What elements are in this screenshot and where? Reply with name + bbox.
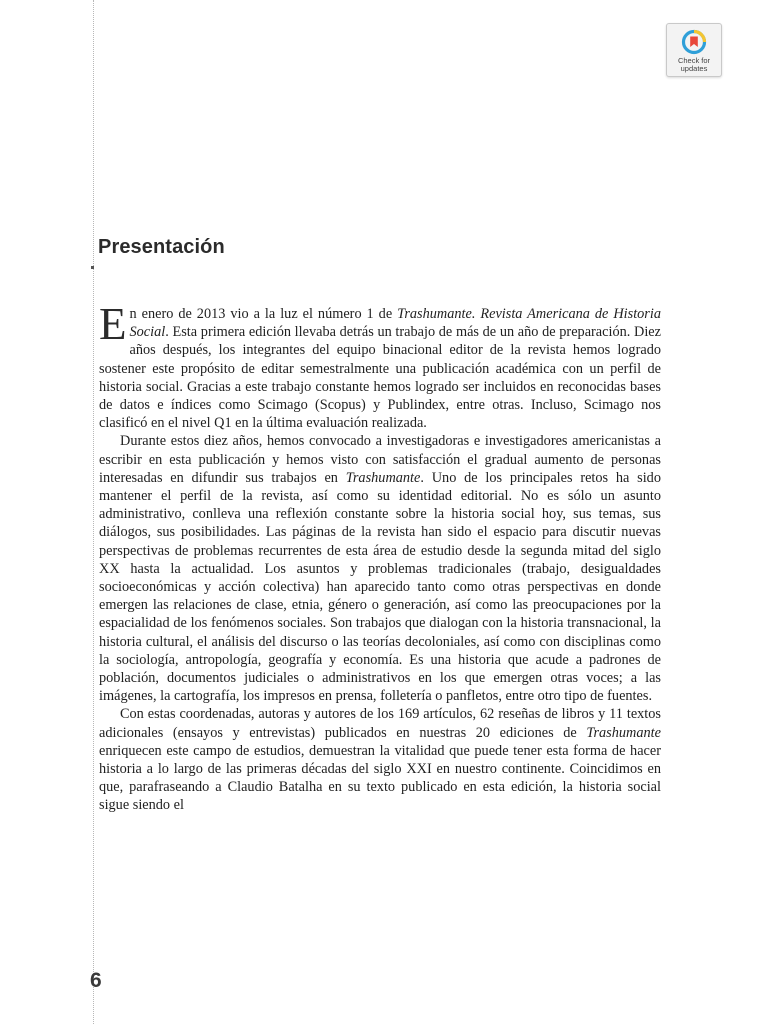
crossmark-icon <box>681 29 707 55</box>
article-body <box>99 299 661 815</box>
italic-title: Trashumante <box>345 469 421 486</box>
badge-label-line1: Check for <box>677 56 711 65</box>
text-segment: n enero de 2013 vio a la luz el número 1 de <box>129 306 398 322</box>
text-segment: Durante estos diez años, hemos convocado a investigadoras e investigadores americanistas a escribir en esta publicación y hemos visto con satisfacción el gradual aumento de personas interesadas en difundir sus trabajos en <box>99 433 661 486</box>
paragraph-2 <box>99 432 661 705</box>
page-title: Presentación <box>98 236 225 258</box>
text-segment: Con estas coordenadas, autoras y autores de los 169 artículos, 62 reseñas de libros y 11 textos adicionales (ensayos y entrevistas) publicados en nuestras 20 ediciones de <box>99 706 661 741</box>
italic-title: Trashumante. Revista Americana de Historia Social <box>129 306 661 341</box>
badge-label <box>667 57 721 73</box>
paragraph-3 <box>99 705 661 814</box>
title-marker <box>91 266 94 269</box>
text-segment: . Uno de los principales retos ha sido mantener el perfil de la revista, así como su identidad editorial. No es sólo un asunto administrativo, conlleva una reflexión constante sobre la historia social hoy, sus temas, sus diálogos, sus posibilidades. Las páginas de la revista han sido el espacio para discutir nuevas perspectivas de problemas recurrentes de esta área de estudio desde la segunda mitad del siglo XX hasta la actualidad. Los asuntos y problemas tradicionales (trabajo, desigualdades socioeconómicas y acción colectiva) han aparecido tanto como otras perspectivas en donde emergen las relaciones de clase, etnia, género o generación, así como las preocupaciones por la espacialidad de los fenómenos sociales. Son trabajos que dialogan con la historia transnacional, la historia cultural, el análisis del discurso o las teorías decoloniales, así como con disciplinas como la sociología, antropología, geografía y economía. Es una historia que acude a padrones de población, documentos judiciales o administrativos en los que emergen otras voces; a las imágenes, la cartografía, los impresos en prensa, folletería o panfletos, entre otro tipo de fuentes. <box>99 469 661 705</box>
check-for-updates-badge[interactable] <box>666 23 722 77</box>
text-segment: enriquecen este campo de estudios, demuestran la vitalidad que puede tener esta forma de hacer historia a lo largo de las primeras décadas del siglo XXI en nuestro continente. Coincidimos en que, parafraseando a Claudio Batalha en su texto publicado en esta edición, la historia social sigue siendo el <box>99 742 661 814</box>
italic-title: Trashumante <box>586 724 661 741</box>
margin-dotted-rule <box>93 0 94 1024</box>
page-number: 6 <box>90 969 102 992</box>
text-segment: . Esta primera edición llevaba detrás un trabajo de más de un año de preparación. Diez años después, los integrantes del equipo binacional editor de la revista hemos logrado sostener este propósito de editar semestralmente una publicación académica con un perfil de historia social. Gracias a este trabajo constante hemos logrado ser incluidos en reconocidas bases de datos e índices como Scimago (Scopus) y Publindex, entre otras. Incluso, Scimago nos clasificó en el nivel Q1 en la última evaluación realizada. <box>99 324 661 432</box>
badge-label-line2: updates <box>680 64 708 73</box>
drop-cap: E <box>99 299 127 349</box>
paragraph-1 <box>99 299 661 432</box>
